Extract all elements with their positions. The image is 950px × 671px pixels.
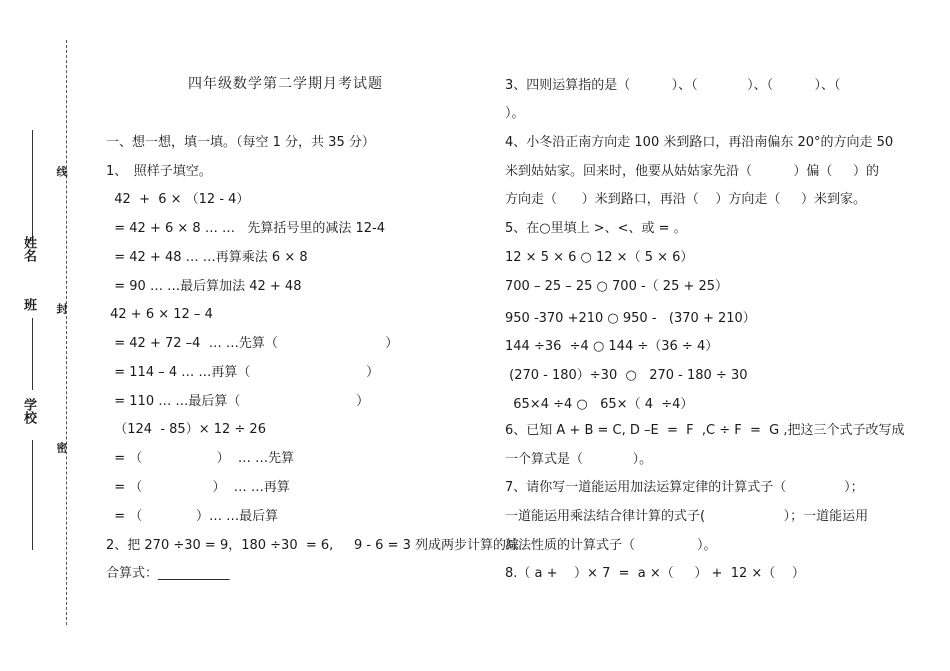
q1-instruction: 1、 照样子填空。 (106, 164, 212, 179)
q5-item-2: 700 – 25 – 25 ○ 700 -（ 25 + 25） (505, 279, 729, 294)
school-label: 学校 (21, 398, 36, 424)
q5-item-5: (270 - 180）÷30 ○ 270 - 180 ÷ 30 (505, 368, 748, 383)
q3-text-cont: ）。 (505, 106, 525, 121)
binding-dashed-line (66, 40, 67, 625)
q1a-step-3: = 110 … …最后算（ ） (106, 394, 370, 409)
q5-heading: 5、在○里填上 >、<、或 = 。 (505, 221, 687, 236)
q5-item-3: 950 -370 +210 ○ 950 - (370 + 210） (505, 311, 756, 326)
q6-text-1: 6、已知 A + B = C, D –E = F ,C ÷ F = G ,把这三个式子改写成 (505, 423, 905, 438)
seal-mark-mi: 密 (55, 442, 68, 453)
q1b-step-2: = （ ） … …再算 (106, 480, 290, 495)
q3-text: 3、四则运算指的是（ ）、（ ）、（ ）、（ (505, 78, 841, 93)
seal-mark-feng: 封 (55, 303, 68, 314)
q7-text-3: 减法性质的计算式子（ ）。 (505, 538, 717, 553)
q8-text: 8.（ a + ）× 7 = a ×（ ） + 12 ×（ ） (505, 566, 805, 581)
q1-example-step-3: = 90 … …最后算加法 42 + 48 (106, 279, 302, 294)
q1b-step-3: = （ ）… …最后算 (106, 509, 279, 524)
q5-item-6: 65×4 ÷4 ○ 65×（ 4 ÷4） (505, 397, 694, 412)
section-1-heading: 一、想一想，填一填。（每空 1 分，共 35 分） (106, 135, 375, 150)
school-underline (32, 440, 33, 550)
q2-text: 2、把 270 ÷30 = 9，180 ÷30 = 6, 9 - 6 = 3 列成两步计算的综 (106, 538, 520, 553)
q1b-expression: （124 - 85）× 12 ÷ 26 (106, 422, 266, 437)
q1a-step-1: = 42 + 72 –4 … …先算（ ） (106, 336, 399, 351)
q1a-expression: 42 + 6 × 12 – 4 (106, 307, 213, 322)
q1-example-step-2: = 42 + 48 … …再算乘法 6 × 8 (106, 250, 308, 265)
q7-text-1: 7、请你写一道能运用加法运算定律的计算式子（ ）； (505, 480, 864, 495)
seal-mark-xian: 线 (55, 166, 68, 177)
page-title: 四年级数学第二学期月考试题 (188, 76, 383, 92)
q4-text-2: 米到姑姑家。回来时，他要从姑姑家先沿（ ）偏（ ）的 (505, 164, 879, 179)
q4-text-3: 方向走（ ）米到路口，再沿（ ）方向走（ ）米到家。 (505, 192, 866, 207)
name-underline (32, 130, 33, 240)
q1b-step-1: = （ ） … …先算 (106, 451, 295, 466)
q7-text-2: 一道能运用乘法结合律计算的式子( ）；一道能运用 (505, 509, 869, 524)
q4-text-1: 4、小冬沿正南方向走 100 米到路口，再沿南偏东 20°的方向走 50 (505, 135, 894, 150)
q1a-step-2: = 114 – 4 … …再算（ ） (106, 365, 380, 380)
q5-item-1: 12 × 5 × 6 ○ 12 ×（ 5 × 6） (505, 250, 694, 265)
q1-example-expression: 42 + 6 × （12 - 4） (106, 192, 250, 207)
class-label: 班 (21, 298, 36, 311)
q2-answer-line: 合算式：___________ (106, 566, 230, 581)
q1-example-step-1: = 42 + 6 × 8 … … 先算括号里的减法 12-4 (106, 221, 385, 236)
name-label: 姓名 (21, 236, 36, 262)
q6-text-2: 一个算式是（ ）。 (505, 452, 653, 467)
q5-item-4: 144 ÷36 ÷4 ○ 144 ÷（36 ÷ 4） (505, 339, 719, 354)
class-underline (32, 318, 33, 390)
